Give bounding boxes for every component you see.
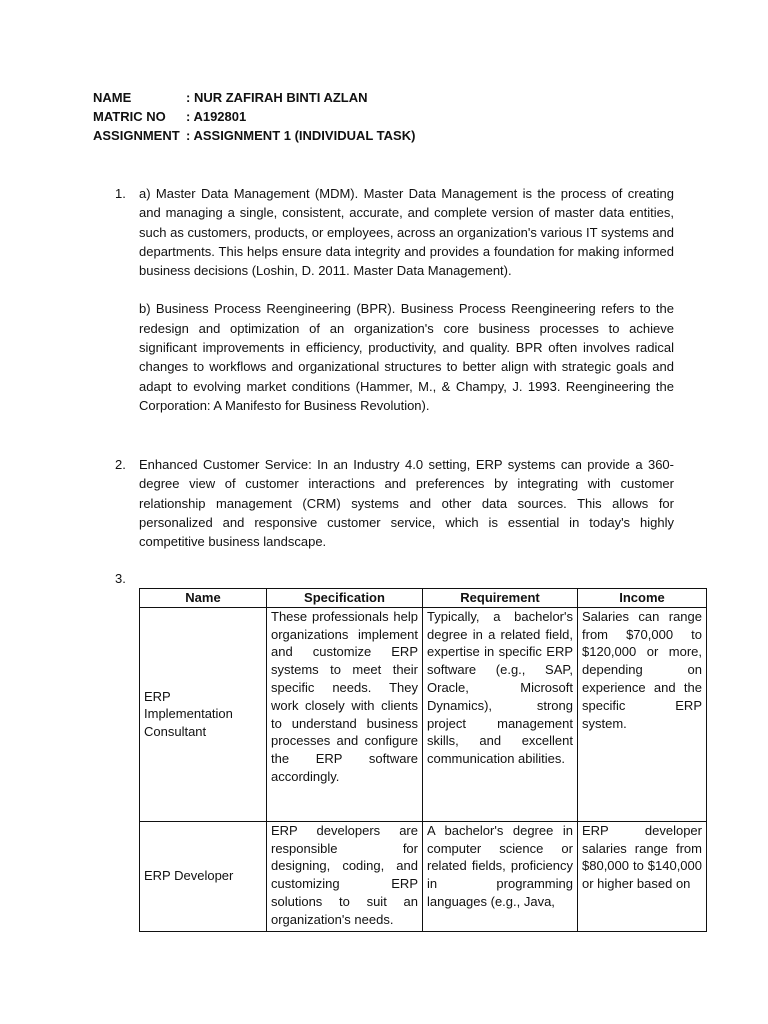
answer-part-a: a) Master Data Management (MDM). Master Data Management is the process of creating and managing a single, consistent, accurate, and complete version of master data entities, such as customers, products, or employees, across an organization's various IT systems and departments. This helps ensure data integrity and provides a foundation for making informed business decisions (Loshin, D. 2011. Master Data Management).	[139, 186, 674, 279]
question-number: 2.	[115, 457, 126, 472]
matric-row	[93, 107, 415, 126]
assignment-label: ASSIGNMENT	[93, 128, 180, 143]
column-header: Name	[140, 589, 267, 608]
answer-text: Enhanced Customer Service: In an Industry 4.0 setting, ERP systems can provide a 360-degree view of customer interactions and preferences by integrating with customer relationship management (CRM) systems and other data sources. This allows for personalized and responsive customer service, which is essential in today's highly competitive business landscape.	[139, 457, 674, 550]
table-header-row	[140, 589, 707, 608]
column-header: Requirement	[423, 589, 578, 608]
assignment-value: : ASSIGNMENT 1 (INDIVIDUAL TASK)	[186, 128, 416, 143]
question-number: 3.	[115, 571, 126, 586]
job-name-cell: ERP Developer	[140, 821, 267, 931]
matric-label: MATRIC NO	[93, 109, 166, 124]
name-row	[93, 88, 415, 107]
question-number: 1.	[115, 186, 126, 201]
assignment-row	[93, 126, 415, 145]
specification-cell	[267, 821, 423, 931]
job-name-cell: ERP Implementation Consultant	[140, 607, 267, 821]
income-text: Salaries can range from $70,000 to $120,000 or more, depending on experience and the specific ERP system.	[582, 608, 702, 731]
name-value: : NUR ZAFIRAH BINTI AZLAN	[186, 90, 368, 105]
requirement-cell	[423, 607, 578, 821]
answer-part-b: b) Business Process Reengineering (BPR). Business Process Reengineering refers to the redesign and optimization of an organization's core business processes to achieve significant improvements in efficiency, productivity, and quality. BPR often involves radical changes to workflows and organizational structures to better align with strategic goals and adapt to evolving market conditions (Hammer, M., & Champy, J. 1993. Reengineering the Corporation: A Manifesto for Business Revolution).	[139, 301, 674, 413]
requirement-text: Typically, a bachelor's degree in a related field, expertise in specific ERP software (e.g., SAP, Oracle, Microsoft Dynamics), strong project management skills, and excellent communication abilities.	[427, 608, 573, 767]
specification-text: These professionals help organizations implement and customize ERP systems to meet their specific needs. They work closely with clients to understand business processes and configure the ERP software accordingly.	[271, 608, 418, 784]
table-row	[140, 607, 707, 821]
income-text: ERP developer salaries range from $80,000 to $140,000 or higher based on	[582, 822, 702, 892]
specification-cell	[267, 607, 423, 821]
income-cell	[578, 607, 707, 821]
requirement-text: A bachelor's degree in computer science or related fields, proficiency in programming languages (e.g., Java,	[427, 822, 573, 909]
column-header: Income	[578, 589, 707, 608]
matric-value: : A192801	[186, 109, 247, 124]
column-header: Specification	[267, 589, 423, 608]
question-1	[115, 184, 674, 415]
table-row	[140, 821, 707, 931]
income-cell	[578, 821, 707, 931]
specification-text: ERP developers are responsible for designing, coding, and customizing ERP solutions to suit an organization's needs.	[271, 822, 418, 927]
name-label: NAME	[93, 90, 132, 105]
question-2	[115, 455, 674, 551]
requirement-cell	[423, 821, 578, 931]
erp-jobs-table	[139, 588, 707, 932]
student-header	[93, 88, 415, 145]
